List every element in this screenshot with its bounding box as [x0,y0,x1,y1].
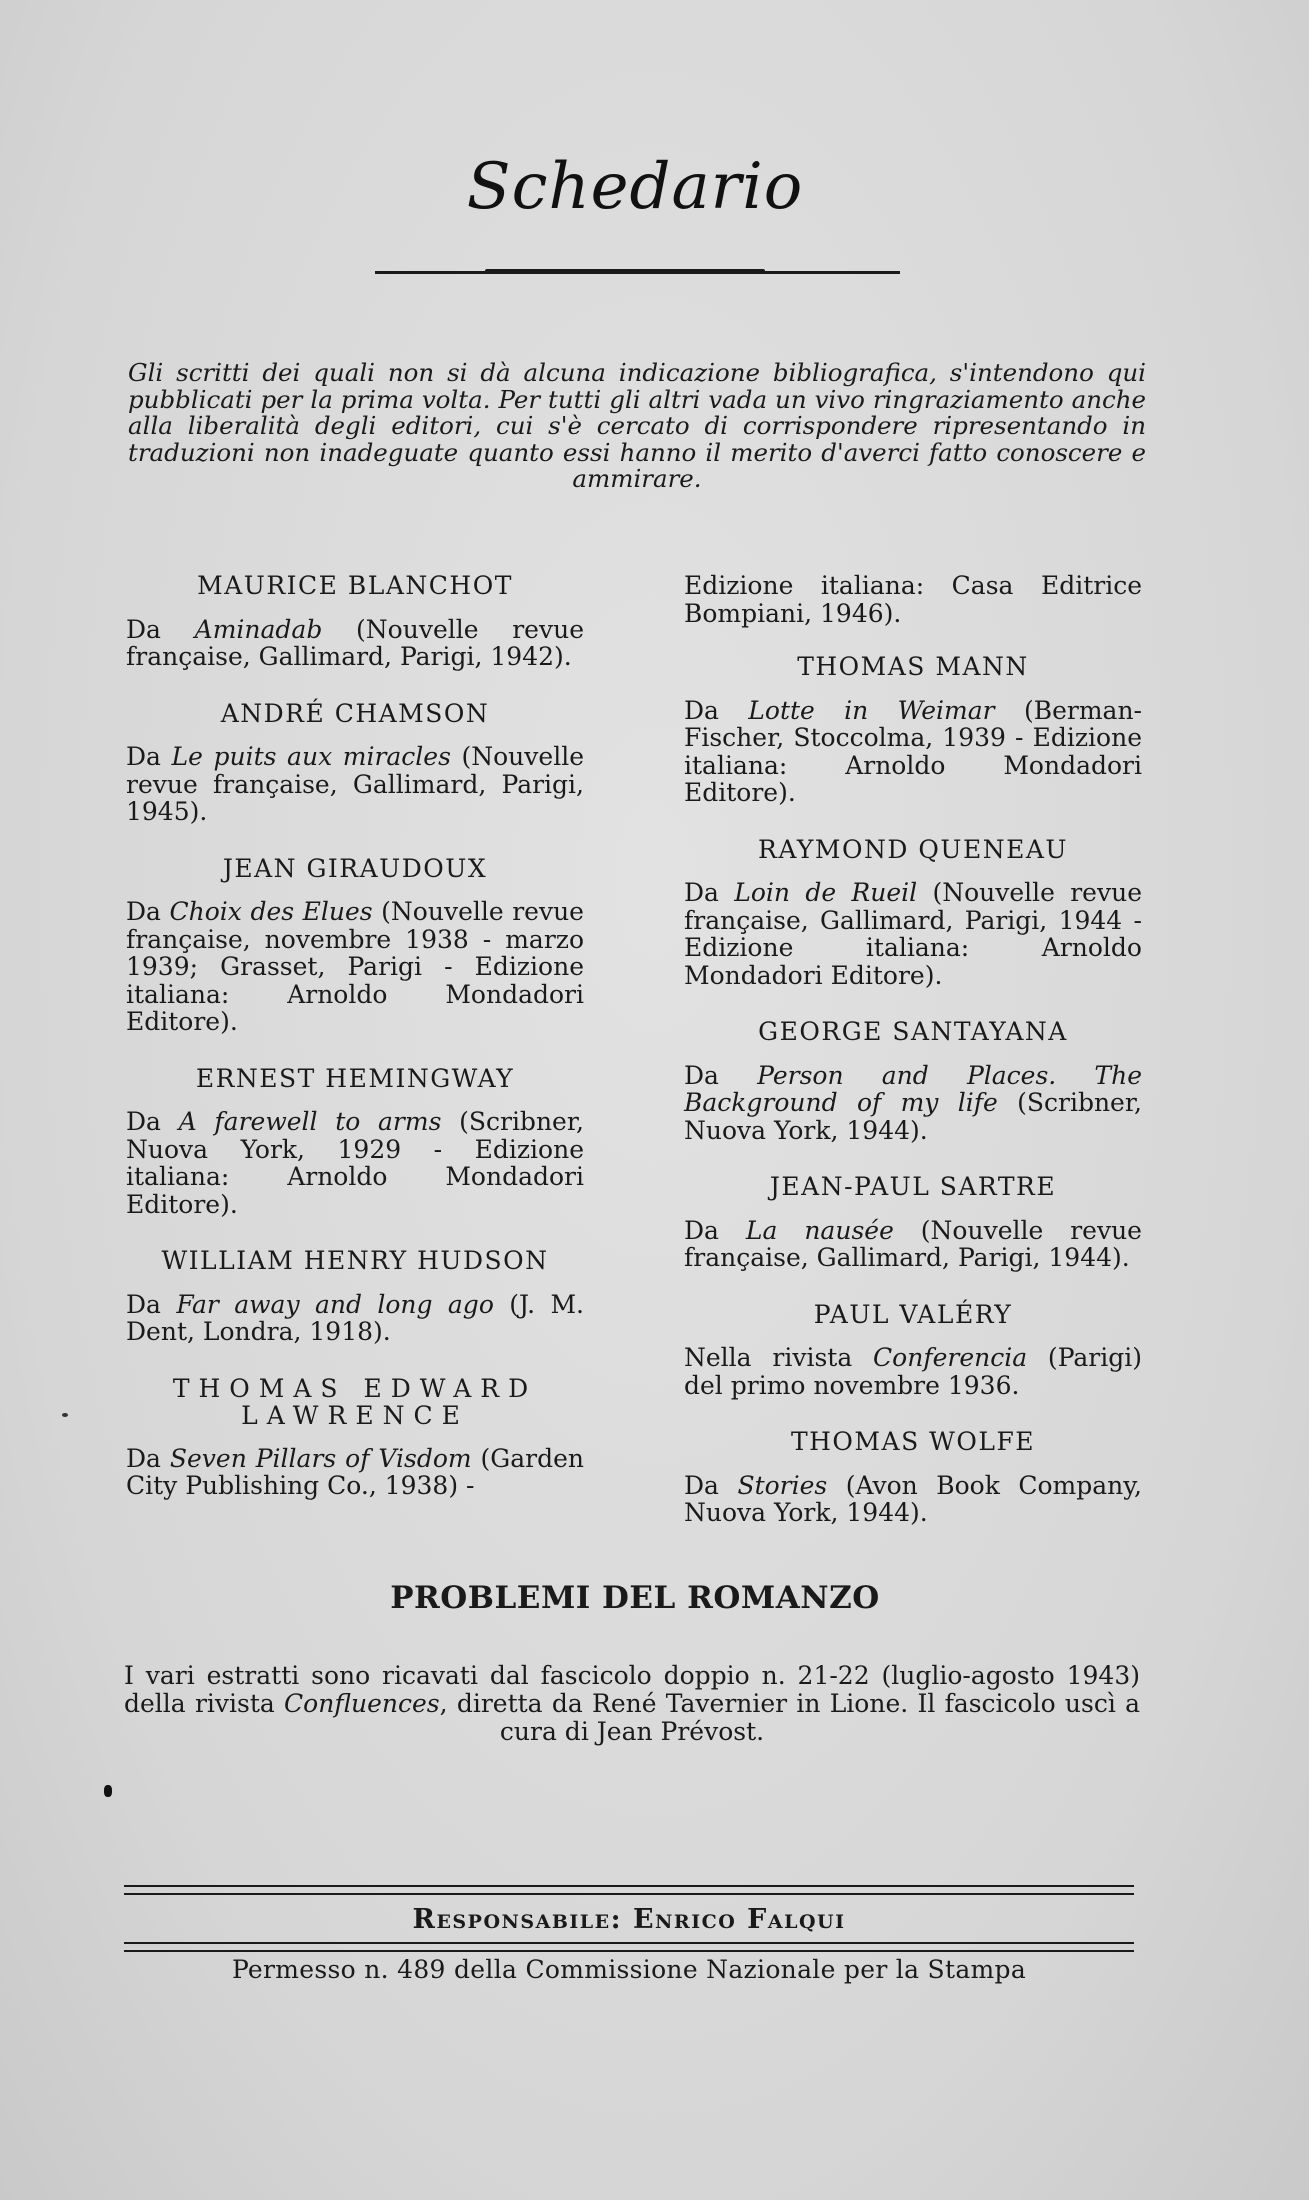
work-title: Person and Places. The Background of my life [684,1060,1142,1117]
section-paragraph: I vari estratti sono ricavati dal fascicolo doppio n. 21-22 (luglio-agosto 1943) della rivista Confluences, diretta da René Tavernier in Lione. Il fascicolo uscì a cura di Jean Prévost. [124,1661,1140,1746]
work-title: Lotte in Weimar [748,695,995,725]
entry [126,1247,584,1346]
work-title: Aminadab [194,614,323,644]
entry-author: THOMAS EDWARD LAWRENCE [172,1373,538,1430]
entry [126,700,584,826]
entry-body: Da Loin de Rueil (Nouvelle revue française, Gallimard, Parigi, 1944 - Edizione italiana: Arnoldo Mondadori Editore). [684,878,1142,990]
entry [684,836,1142,990]
entry-body: Da La nausée (Nouvelle revue française, Gallimard, Parigi, 1944). [684,1215,1142,1272]
entry-body: Da Far away and long ago (J. M. Dent, Londra, 1918). [126,1289,584,1346]
entry [684,1018,1142,1144]
work-title: Stories [737,1470,828,1500]
footer-rule-top [124,1885,1134,1895]
entry-author: ERNEST HEMINGWAY [195,1063,515,1093]
entry-author: GEORGE SANTAYANA [758,1017,1068,1046]
work-title: Loin de Rueil [734,878,918,907]
entry-continuation: Edizione italiana: Casa Editrice Bompiani, 1946). [684,571,1142,628]
entry [126,1065,584,1219]
work-title: La nausée [745,1215,894,1245]
entry-body: Da Aminadab (Nouvelle revue française, Gallimard, Parigi, 1942). [126,614,584,671]
title-rule [375,271,900,274]
intro-paragraph: Gli scritti dei quali non si dà alcuna indicazione bibliografica, s'intendono qui pubblicati per la prima volta. Per tutti gli altri vada un vivo ringraziamento anche alla liberalità degli editori, cui s'è cercato di corrispondere ripresentando in traduzioni non inadeguate quanto essi hanno il merito d'averci fatto conoscere e ammirare. [128,358,1146,493]
work-title: Conferencia [873,1343,1028,1372]
entry-author: WILLIAM HENRY HUDSON [161,1246,549,1275]
entry-body: Da Le puits aux miracles (Nouvelle revue française, Gallimard, Parigi, 1945). [126,742,584,826]
entry-body: Da Lotte in Weimar (Berman-Fischer, Stoccolma, 1939 - Edizione italiana: Arnoldo Mondadori Editore). [684,695,1142,807]
responsabile-line: Responsabile: Enrico Falqui [412,1904,846,1935]
entry-body: Da Stories (Avon Book Company, Nuova York, 1944). [684,1470,1142,1527]
entry-author: RAYMOND QUENEAU [758,834,1068,864]
work-title: Choix des Elues [169,897,373,926]
left-column [126,572,584,1529]
entry [684,653,1142,807]
entry [126,855,584,1036]
work-title: Le puits aux miracles [171,742,451,771]
footer-rule-bottom [124,1942,1134,1952]
work-title: Confluences [284,1689,440,1718]
work-title: Seven Pillars of Visdom [169,1443,472,1473]
work-title: A farewell to arms [178,1107,442,1136]
work-title: Far away and long ago [176,1289,494,1319]
page-title: Schedario [466,150,804,224]
entry-author: JEAN-PAUL SARTRE [769,1172,1057,1201]
permesso-line: Permesso n. 489 della Commissione Nazionale per la Stampa [231,1955,1027,1984]
ink-blot [104,1785,112,1797]
section-heading: PROBLEMI DEL ROMANZO [390,1580,880,1616]
entry-author: ANDRÉ CHAMSON [220,698,490,728]
entry-body: Da Person and Places. The Background of my life (Scribner, Nuova York, 1944). [684,1060,1143,1145]
entry-author: MAURICE BLANCHOT [197,571,513,600]
entry [684,1301,1142,1400]
entry-body: Da A farewell to arms (Scribner, Nuova York, 1929 - Edizione italiana: Arnoldo Mondadori Editore). [126,1107,584,1219]
entry-author: THOMAS WOLFE [790,1427,1036,1456]
ink-speck [62,1413,68,1417]
entry-body: Da Seven Pillars of Visdom (Garden City Publishing Co., 1938) - [126,1443,584,1500]
entry-body: Da Choix des Elues (Nouvelle revue française, novembre 1938 - marzo 1939; Grasset, Parigi - Edizione italiana: Arnoldo Mondadori Editore). [126,897,584,1036]
entry [684,1428,1142,1527]
entry-body: Nella rivista Conferencia (Parigi) del primo novembre 1936. [684,1343,1142,1400]
entry [684,1173,1142,1272]
entry [126,572,584,671]
entry [126,1375,584,1500]
entry-author: JEAN GIRAUDOUX [222,853,488,883]
entry-author: THOMAS MANN [797,652,1029,681]
right-column [684,572,1142,1556]
entry-author: PAUL VALÉRY [813,1299,1013,1329]
